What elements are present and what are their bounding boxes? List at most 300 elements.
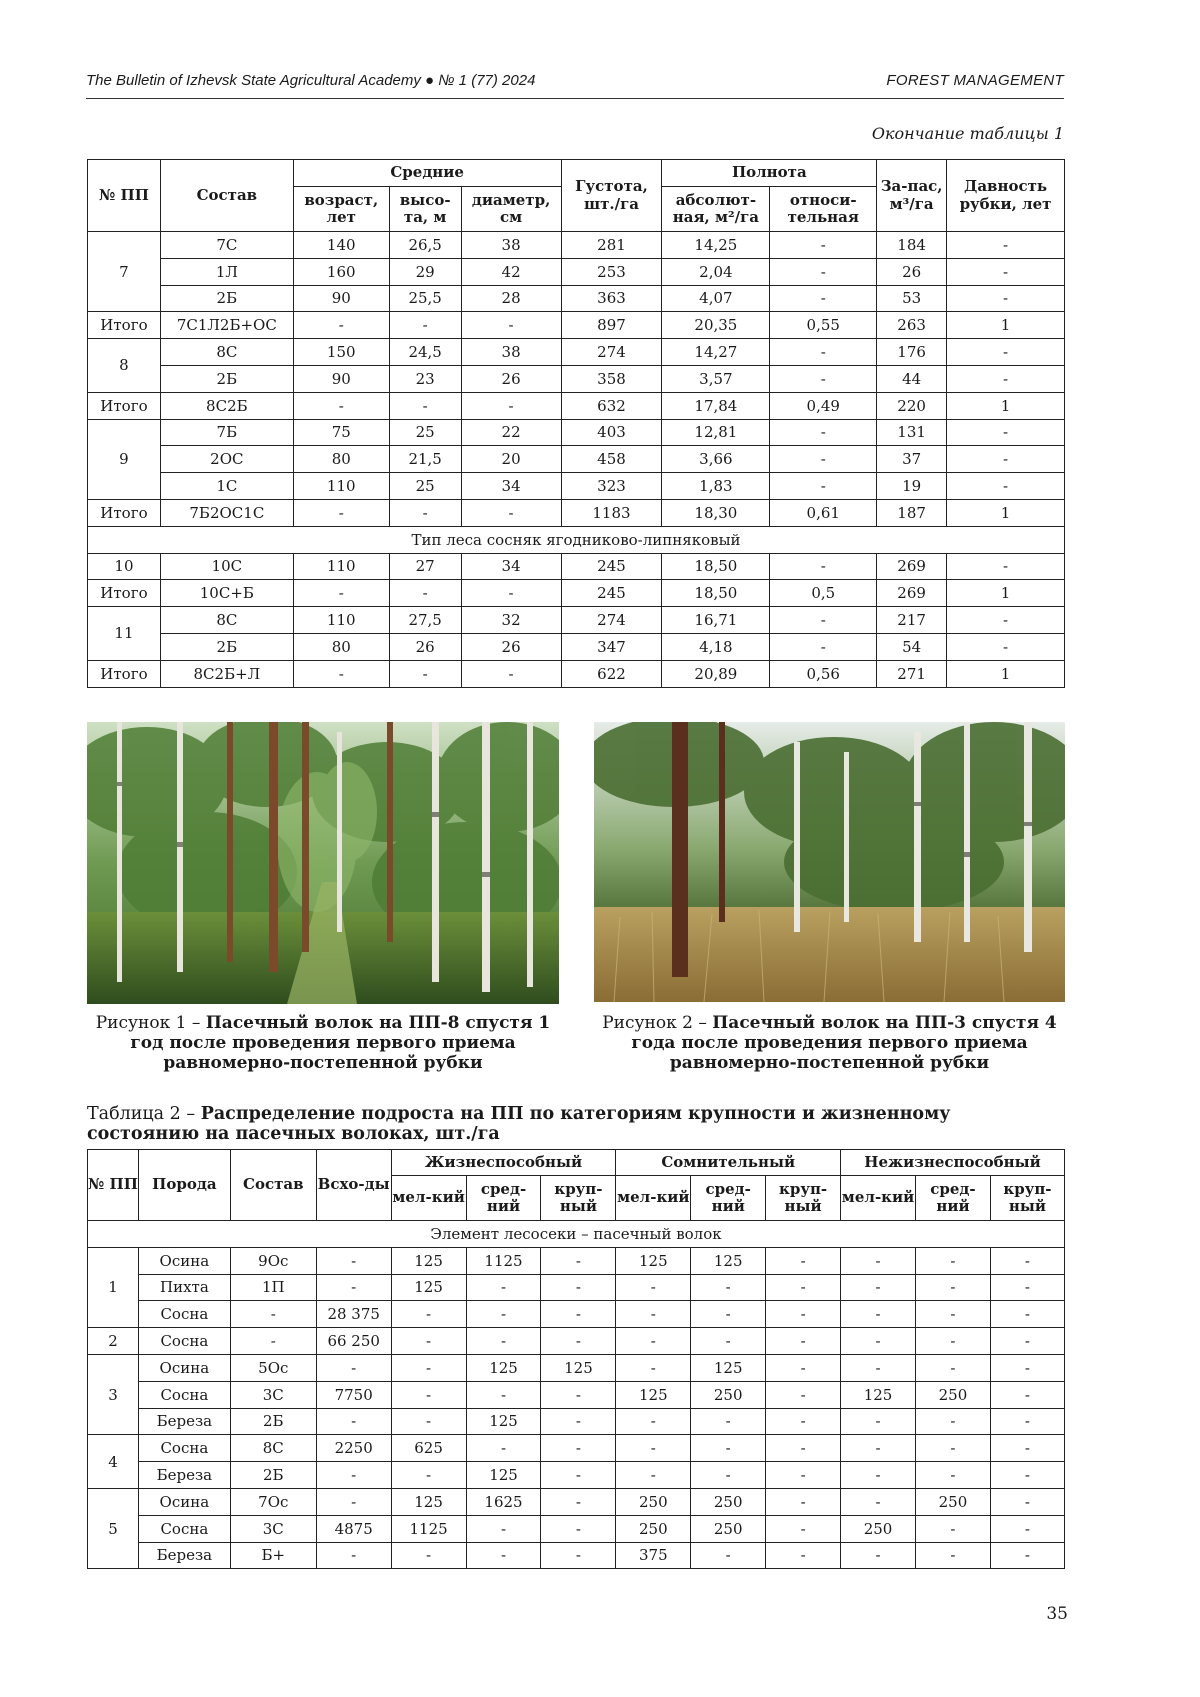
table-row — [88, 312, 1065, 339]
table-cell: 125 — [391, 1274, 466, 1301]
table-row — [88, 553, 1065, 580]
table-row — [88, 1435, 1065, 1462]
table-cell: - — [841, 1408, 916, 1435]
table-cell: - — [541, 1515, 616, 1542]
table-cell: - — [541, 1274, 616, 1301]
table-row — [88, 1274, 1065, 1301]
table-cell: - — [916, 1515, 991, 1542]
table-cell: 250 — [691, 1488, 766, 1515]
table-cell: 125 — [616, 1381, 691, 1408]
table-cell: - — [293, 660, 389, 687]
table-cell: 271 — [877, 660, 947, 687]
table-cell: 245 — [561, 580, 662, 607]
plot-number-cell: Итого — [88, 499, 161, 526]
table-cell: 66 250 — [316, 1328, 391, 1355]
table-cell: 632 — [561, 392, 662, 419]
table-row — [88, 660, 1065, 687]
table-cell: 14,27 — [662, 339, 770, 366]
table-cell: - — [466, 1274, 541, 1301]
figure-2-prefix: Рисунок 2 – — [602, 1013, 713, 1033]
table-cell: 34 — [461, 553, 561, 580]
table-cell: 363 — [561, 285, 662, 312]
table-row — [88, 580, 1065, 607]
table-cell: 187 — [877, 499, 947, 526]
table-cell: 38 — [461, 339, 561, 366]
plot-number-cell: 8 — [88, 339, 161, 393]
table-cell: 347 — [561, 633, 662, 660]
table-cell: - — [391, 1408, 466, 1435]
table-cell: 125 — [616, 1247, 691, 1274]
table-cell: - — [293, 392, 389, 419]
table-cell: 110 — [293, 473, 389, 500]
table-cell: 1625 — [466, 1488, 541, 1515]
table-cell: 250 — [916, 1381, 991, 1408]
table-cell: - — [541, 1408, 616, 1435]
table-cell: 28 375 — [316, 1301, 391, 1328]
table-row — [88, 1515, 1065, 1542]
table-cell: 0,5 — [770, 580, 877, 607]
table-cell: 2Б — [160, 285, 293, 312]
table-cell: - — [389, 312, 461, 339]
table-cell: 38 — [461, 232, 561, 259]
table-cell: 458 — [561, 446, 662, 473]
table-cell: 2Б — [160, 365, 293, 392]
table-cell: 7С1Л2Б+ОС — [160, 312, 293, 339]
table-cell: - — [770, 232, 877, 259]
table-cell: - — [770, 258, 877, 285]
plot-number-cell: 10 — [88, 553, 161, 580]
table-cell: 1125 — [391, 1515, 466, 1542]
running-header — [86, 70, 1064, 99]
table-cell: - — [616, 1435, 691, 1462]
table-cell: - — [770, 339, 877, 366]
table-cell: 274 — [561, 607, 662, 634]
table-cell: 7Ос — [230, 1488, 316, 1515]
table-cell: - — [691, 1462, 766, 1489]
table-cell: - — [541, 1247, 616, 1274]
table-cell: - — [770, 607, 877, 634]
table-cell: 7750 — [316, 1381, 391, 1408]
table-cell: - — [541, 1435, 616, 1462]
table-cell: - — [841, 1488, 916, 1515]
table-cell: - — [916, 1354, 991, 1381]
table-cell: - — [466, 1542, 541, 1569]
header-zapas: За-пас, м³/га — [877, 160, 947, 232]
table-cell: 37 — [877, 446, 947, 473]
t2-header-pp: № ПП — [88, 1150, 139, 1221]
table-2 — [87, 1149, 1065, 1569]
table-cell: 125 — [391, 1488, 466, 1515]
table-cell: - — [947, 365, 1065, 392]
table-cell: 18,50 — [662, 553, 770, 580]
table-row — [88, 419, 1065, 446]
table-row — [88, 473, 1065, 500]
table-cell: - — [990, 1301, 1064, 1328]
table-cell: 5Ос — [230, 1354, 316, 1381]
section-title: FOREST MANAGEMENT — [886, 72, 1064, 89]
table-cell: 26 — [389, 633, 461, 660]
table-cell: 27,5 — [389, 607, 461, 634]
table-row — [88, 1301, 1065, 1328]
table-cell: - — [316, 1462, 391, 1489]
table-cell: 75 — [293, 419, 389, 446]
table-cell: Осина — [138, 1247, 230, 1274]
table-cell: - — [947, 339, 1065, 366]
table-cell: 44 — [877, 365, 947, 392]
table-cell: - — [990, 1408, 1064, 1435]
table-cell: - — [316, 1542, 391, 1569]
header-gustota: Густота, шт./га — [561, 160, 662, 232]
table-cell: - — [947, 473, 1065, 500]
table-cell: - — [990, 1328, 1064, 1355]
table-cell: 18,50 — [662, 580, 770, 607]
figure-1-caption — [87, 1013, 559, 1073]
table-row — [88, 339, 1065, 366]
table-cell: - — [766, 1462, 841, 1489]
forest-photo-2 — [594, 722, 1065, 1002]
table-cell: 3С — [230, 1381, 316, 1408]
table-row — [88, 526, 1065, 553]
t2-header-sostav: Состав — [230, 1150, 316, 1221]
table-cell: - — [541, 1542, 616, 1569]
table-cell: - — [916, 1542, 991, 1569]
figure-2-title: Пасечный волок на ПП-3 спустя 4 года после проведения первого приема равномерно-постепенной рубки — [631, 1013, 1057, 1073]
table-cell: 20,89 — [662, 660, 770, 687]
table-cell: Береза — [138, 1462, 230, 1489]
table-cell: - — [389, 392, 461, 419]
table-cell: 25 — [389, 473, 461, 500]
table-cell: - — [841, 1328, 916, 1355]
table-cell: - — [990, 1381, 1064, 1408]
table-cell: - — [770, 633, 877, 660]
table-row — [88, 446, 1065, 473]
page-number: 35 — [1046, 1604, 1068, 1624]
table-cell: - — [766, 1542, 841, 1569]
table-row — [88, 1354, 1065, 1381]
table-cell: 1 — [947, 312, 1065, 339]
table-cell: - — [947, 419, 1065, 446]
table-cell: - — [990, 1542, 1064, 1569]
table-cell: - — [766, 1381, 841, 1408]
t2-header-melky: мел-кий — [841, 1176, 916, 1221]
table-cell: Сосна — [138, 1435, 230, 1462]
table-cell: - — [841, 1301, 916, 1328]
table-cell: - — [461, 660, 561, 687]
table-cell: - — [947, 258, 1065, 285]
t2-element-row: Элемент лесосеки – пасечный волок — [88, 1221, 1065, 1248]
table-cell: - — [691, 1328, 766, 1355]
table-cell: 54 — [877, 633, 947, 660]
header-vysota: высо-та, м — [389, 187, 461, 232]
table-cell: 323 — [561, 473, 662, 500]
table-cell: - — [766, 1301, 841, 1328]
table-cell: 7Б — [160, 419, 293, 446]
table-cell: 25 — [389, 419, 461, 446]
table-cell: - — [770, 365, 877, 392]
table-cell: - — [391, 1462, 466, 1489]
table-cell: 375 — [616, 1542, 691, 1569]
t2-header-melky: мел-кий — [616, 1176, 691, 1221]
t2-header-nezhiznesposobny: Нежизнеспособный — [841, 1150, 1065, 1176]
table-cell: 1Л — [160, 258, 293, 285]
table-cell: 1 — [947, 580, 1065, 607]
table-cell: 131 — [877, 419, 947, 446]
table-cell: 20 — [461, 446, 561, 473]
table-row — [88, 392, 1065, 419]
table-cell: 80 — [293, 446, 389, 473]
t2-header-krupny: круп-ный — [541, 1176, 616, 1221]
table-cell: 90 — [293, 365, 389, 392]
table-cell: 1,83 — [662, 473, 770, 500]
plot-number-cell: 5 — [88, 1488, 139, 1568]
table-cell: - — [766, 1515, 841, 1542]
table-cell: 19 — [877, 473, 947, 500]
table-cell: 32 — [461, 607, 561, 634]
table-cell: - — [616, 1274, 691, 1301]
table-cell: Б+ — [230, 1542, 316, 1569]
t2-header-poroda: Порода — [138, 1150, 230, 1221]
table-cell: - — [916, 1247, 991, 1274]
table-cell: 125 — [466, 1408, 541, 1435]
table-cell: - — [541, 1328, 616, 1355]
table-row — [88, 633, 1065, 660]
table-cell: 26 — [877, 258, 947, 285]
table-cell: - — [391, 1381, 466, 1408]
table-cell: - — [691, 1542, 766, 1569]
plot-number-cell: 2 — [88, 1328, 139, 1355]
table-cell: 176 — [877, 339, 947, 366]
plot-number-cell: 7 — [88, 232, 161, 312]
t2-header-sredny: сред-ний — [691, 1176, 766, 1221]
table-cell: Пихта — [138, 1274, 230, 1301]
table-cell: - — [389, 580, 461, 607]
table-cell: 29 — [389, 258, 461, 285]
table-cell: - — [616, 1301, 691, 1328]
table-cell: 25,5 — [389, 285, 461, 312]
figure-2-caption — [594, 1013, 1065, 1073]
table-cell: - — [766, 1328, 841, 1355]
table-cell: - — [990, 1354, 1064, 1381]
table-cell: 28 — [461, 285, 561, 312]
table1-continuation-caption: Окончание таблицы 1 — [871, 124, 1064, 143]
table-cell: - — [466, 1515, 541, 1542]
t2-header-somnitelny: Сомнительный — [616, 1150, 841, 1176]
table-cell: 125 — [691, 1354, 766, 1381]
table-cell: 1 — [947, 392, 1065, 419]
table-2-prefix: Таблица 2 – — [87, 1104, 201, 1124]
table-cell: - — [916, 1274, 991, 1301]
table-cell: 3,66 — [662, 446, 770, 473]
header-absolut: абсолют-ная, м²/га — [662, 187, 770, 232]
table-cell: 125 — [466, 1462, 541, 1489]
header-srednie: Средние — [293, 160, 561, 187]
table-1 — [87, 159, 1065, 688]
table-cell: 80 — [293, 633, 389, 660]
table-cell: - — [841, 1247, 916, 1274]
table-cell: 10С+Б — [160, 580, 293, 607]
table-cell: 8С — [160, 339, 293, 366]
table-cell: 622 — [561, 660, 662, 687]
table-2-title-text: Распределение подроста на ПП по категориям крупности и жизненному состоянию на пасечных волоках, шт./га — [87, 1104, 951, 1144]
table-cell: - — [990, 1435, 1064, 1462]
header-diametr: диаметр, см — [461, 187, 561, 232]
plot-number-cell: 9 — [88, 419, 161, 499]
table-cell: Сосна — [138, 1301, 230, 1328]
table-2-title — [87, 1104, 1065, 1144]
table-cell: - — [391, 1354, 466, 1381]
table-cell: - — [389, 660, 461, 687]
table-cell: - — [293, 312, 389, 339]
table-cell: - — [947, 607, 1065, 634]
table-cell: - — [841, 1542, 916, 1569]
table-cell: - — [766, 1488, 841, 1515]
table-cell: - — [691, 1408, 766, 1435]
table-row — [88, 1328, 1065, 1355]
table-cell: 14,25 — [662, 232, 770, 259]
table-row — [88, 1488, 1065, 1515]
table-cell: - — [916, 1435, 991, 1462]
plot-number-cell: 3 — [88, 1354, 139, 1434]
table-cell: - — [691, 1301, 766, 1328]
table-cell: 281 — [561, 232, 662, 259]
table-cell: 274 — [561, 339, 662, 366]
table-cell: - — [947, 446, 1065, 473]
forest-photo-1 — [87, 722, 559, 1004]
table-cell: - — [616, 1354, 691, 1381]
table-cell: 4875 — [316, 1515, 391, 1542]
table-cell: - — [841, 1462, 916, 1489]
t2-header-sredny: сред-ний — [916, 1176, 991, 1221]
table-cell: - — [841, 1435, 916, 1462]
plot-number-cell: Итого — [88, 312, 161, 339]
table-cell: - — [316, 1408, 391, 1435]
table-cell: - — [616, 1408, 691, 1435]
table-cell: - — [916, 1328, 991, 1355]
table-cell: 16,71 — [662, 607, 770, 634]
table-cell: 8С2Б — [160, 392, 293, 419]
table-row — [88, 607, 1065, 634]
table-row — [88, 232, 1065, 259]
table-cell: - — [766, 1354, 841, 1381]
table-cell: 250 — [616, 1488, 691, 1515]
table-cell: 18,30 — [662, 499, 770, 526]
table-cell: - — [391, 1542, 466, 1569]
table-cell: 245 — [561, 553, 662, 580]
table-cell: 250 — [691, 1381, 766, 1408]
plot-number-cell: Итого — [88, 392, 161, 419]
table-cell: 8С — [160, 607, 293, 634]
table-cell: Осина — [138, 1488, 230, 1515]
table-row — [88, 365, 1065, 392]
table-cell: 125 — [841, 1381, 916, 1408]
table-row — [88, 499, 1065, 526]
table-cell: 26 — [461, 365, 561, 392]
table-cell: - — [947, 633, 1065, 660]
t2-header-melky: мел-кий — [391, 1176, 466, 1221]
table-cell: 403 — [561, 419, 662, 446]
table-cell: 625 — [391, 1435, 466, 1462]
plot-number-cell: 11 — [88, 607, 161, 661]
table-cell: 0,56 — [770, 660, 877, 687]
table-cell: 0,49 — [770, 392, 877, 419]
figure-1-title: Пасечный волок на ПП-8 спустя 1 год после проведения первого приема равномерно-постепенной рубки — [130, 1013, 551, 1073]
table-cell: 110 — [293, 607, 389, 634]
table-cell: 8С — [230, 1435, 316, 1462]
table-cell: 184 — [877, 232, 947, 259]
table-cell: - — [316, 1274, 391, 1301]
table-cell: - — [541, 1488, 616, 1515]
table-cell: 150 — [293, 339, 389, 366]
table-cell: 1 — [947, 499, 1065, 526]
table-cell: 250 — [616, 1515, 691, 1542]
table-row — [88, 285, 1065, 312]
table-cell: 2ОС — [160, 446, 293, 473]
table-cell: - — [916, 1408, 991, 1435]
table-cell: 2Б — [160, 633, 293, 660]
table-cell: - — [316, 1247, 391, 1274]
table-cell: - — [990, 1488, 1064, 1515]
table-row — [88, 1408, 1065, 1435]
table-cell: 4,18 — [662, 633, 770, 660]
table-cell: - — [541, 1462, 616, 1489]
t2-header-krupny: круп-ный — [990, 1176, 1064, 1221]
table-cell: - — [293, 499, 389, 526]
table-cell: - — [947, 232, 1065, 259]
table-cell: - — [841, 1274, 916, 1301]
table-cell: 269 — [877, 553, 947, 580]
table-cell: 220 — [877, 392, 947, 419]
table-cell: 250 — [916, 1488, 991, 1515]
table-cell: 110 — [293, 553, 389, 580]
table-cell: 125 — [691, 1247, 766, 1274]
table-cell: 53 — [877, 285, 947, 312]
table-cell: Осина — [138, 1354, 230, 1381]
table-cell: - — [841, 1354, 916, 1381]
journal-title: The Bulletin of Izhevsk State Agricultural Academy ● № 1 (77) 2024 — [86, 72, 536, 89]
table-cell: - — [766, 1435, 841, 1462]
figure-1-prefix: Рисунок 1 – — [95, 1013, 206, 1033]
t2-header-krupny: круп-ный — [766, 1176, 841, 1221]
plot-number-cell: Итого — [88, 580, 161, 607]
table-cell: - — [466, 1435, 541, 1462]
table-cell: - — [990, 1462, 1064, 1489]
t2-header-sredny: сред-ний — [466, 1176, 541, 1221]
table-row — [88, 1462, 1065, 1489]
table-cell: 20,35 — [662, 312, 770, 339]
plot-number-cell: Итого — [88, 660, 161, 687]
table-cell: 26,5 — [389, 232, 461, 259]
table-cell: 263 — [877, 312, 947, 339]
table-cell: - — [947, 285, 1065, 312]
table-row — [88, 258, 1065, 285]
table-cell: Береза — [138, 1408, 230, 1435]
table-cell: 23 — [389, 365, 461, 392]
header-otnosit: относи-тельная — [770, 187, 877, 232]
table-cell: - — [541, 1381, 616, 1408]
table-cell: 0,55 — [770, 312, 877, 339]
table-cell: - — [466, 1381, 541, 1408]
table-cell: - — [389, 499, 461, 526]
header-pp: № ПП — [88, 160, 161, 232]
table-cell: - — [691, 1274, 766, 1301]
table-cell: 253 — [561, 258, 662, 285]
table-cell: 250 — [841, 1515, 916, 1542]
plot-number-cell: 1 — [88, 1247, 139, 1327]
table-cell: 160 — [293, 258, 389, 285]
header-davnost: Давность рубки, лет — [947, 160, 1065, 232]
table-cell: - — [916, 1301, 991, 1328]
table-cell: - — [770, 473, 877, 500]
